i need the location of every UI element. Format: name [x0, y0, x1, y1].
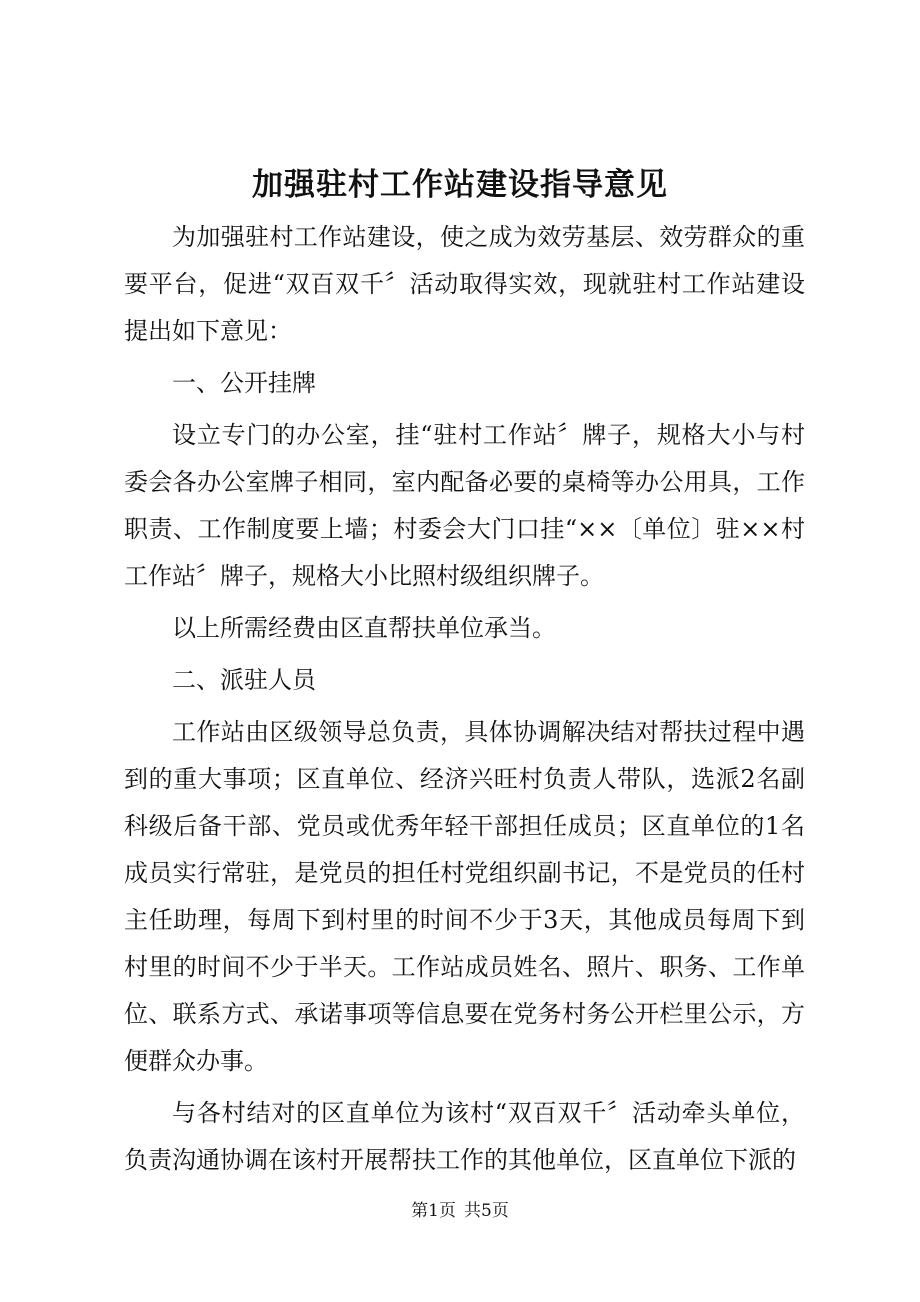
section-heading-2: 二、派驻人员	[172, 666, 316, 694]
page-footer	[0, 1196, 920, 1226]
paragraph-personnel: 工作站由区级领导总负责，具体协调解决结对帮扶过程中遇到的重大事项；区直单位、经济兴旺村负责人带队，选派2名副科级后备干部、党员或优秀年轻干部担任成员；区直单位的1名成员实行常驻，是党员的担任村党组织副书记，不是党员的任村主任助理，每周下到村里的时间不少于3天，其他成员每周下到村里的时间不少于半天。工作站成员姓名、照片、职务、工作单位、联系方式、承诺事项等信息要在党务村务公开栏里公示，方便群众办事。	[124, 718, 805, 1075]
paragraph-signage: 设立专门的办公室，挂“驻村工作站〞牌子，规格大小与村委会各办公室牌子相同，室内配备必要的桌椅等办公用具，工作职责、工作制度要上墙；村委会大门口挂“××〔单位〕驻××村工作站〞牌子，规格大小比照村级组织牌子。	[124, 421, 805, 590]
document-body	[124, 214, 805, 1184]
page-total: 共5页	[464, 1201, 509, 1221]
section-heading-1: 一、公开挂牌	[172, 369, 316, 397]
document-title: 加强驻村工作站建设指导意见	[252, 167, 668, 203]
page-number: 第1页	[411, 1201, 456, 1221]
paragraph-funding: 以上所需经费由区直帮扶单位承当。	[172, 614, 556, 642]
paragraph-intro: 为加强驻村工作站建设，使之成为效劳基层、效劳群众的重要平台，促进“双百双千〞活动取得实效，现就驻村工作站建设提出如下意见：	[124, 223, 805, 345]
paragraph-lead-unit: 与各村结对的区直单位为该村“双百双千〞活动牵头单位，负责沟通协调在该村开展帮扶工作的其他单位，区直单位下派的	[124, 1099, 805, 1174]
